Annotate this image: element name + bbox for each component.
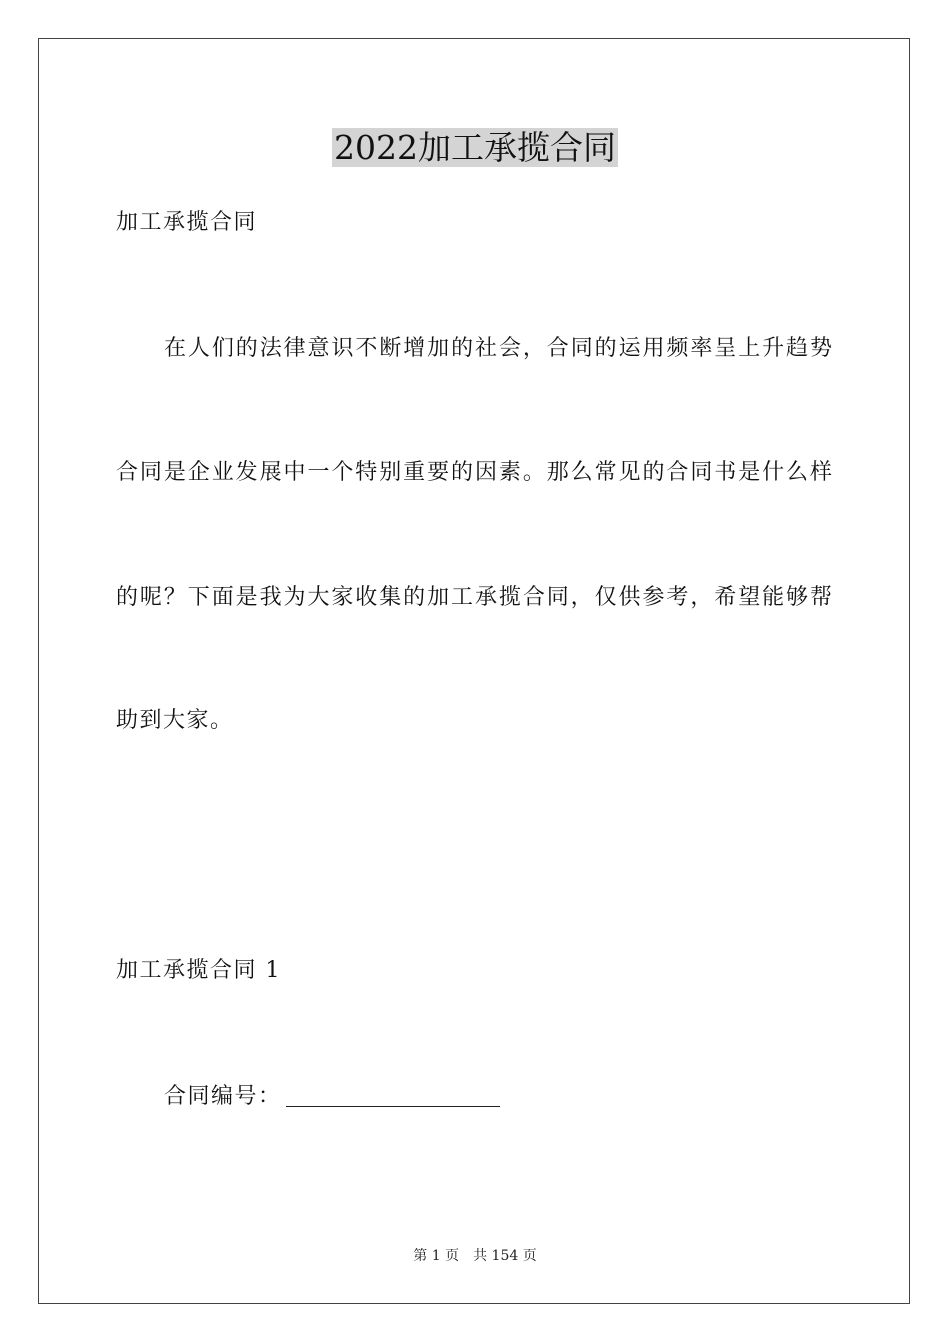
subtitle: 加工承揽合同 (116, 210, 258, 235)
intro-line-3: 的呢？下面是我为大家收集的加工承揽合同，仅供参考，希望能够帮 (116, 585, 832, 610)
document-title-text: 2022加工承揽合同 (334, 128, 616, 167)
contract-number-blank (286, 1106, 500, 1107)
intro-line-4: 助到大家。 (116, 708, 234, 733)
intro-line-2: 合同是企业发展中一个特别重要的因素。那么常见的合同书是什么样 (116, 460, 832, 485)
page-number: 第 1 页 (413, 1248, 460, 1264)
page-total: 共 154 页 (473, 1248, 537, 1264)
contract-number-label: 合同编号： (164, 1084, 282, 1109)
section-heading: 加工承揽合同 1 (116, 958, 281, 983)
document-title (0, 126, 950, 170)
intro-line-1: 在人们的法律意识不断增加的社会，合同的运用频率呈上升趋势 (164, 336, 832, 361)
page-footer (0, 1246, 950, 1266)
contract-number-row (164, 1082, 500, 1112)
